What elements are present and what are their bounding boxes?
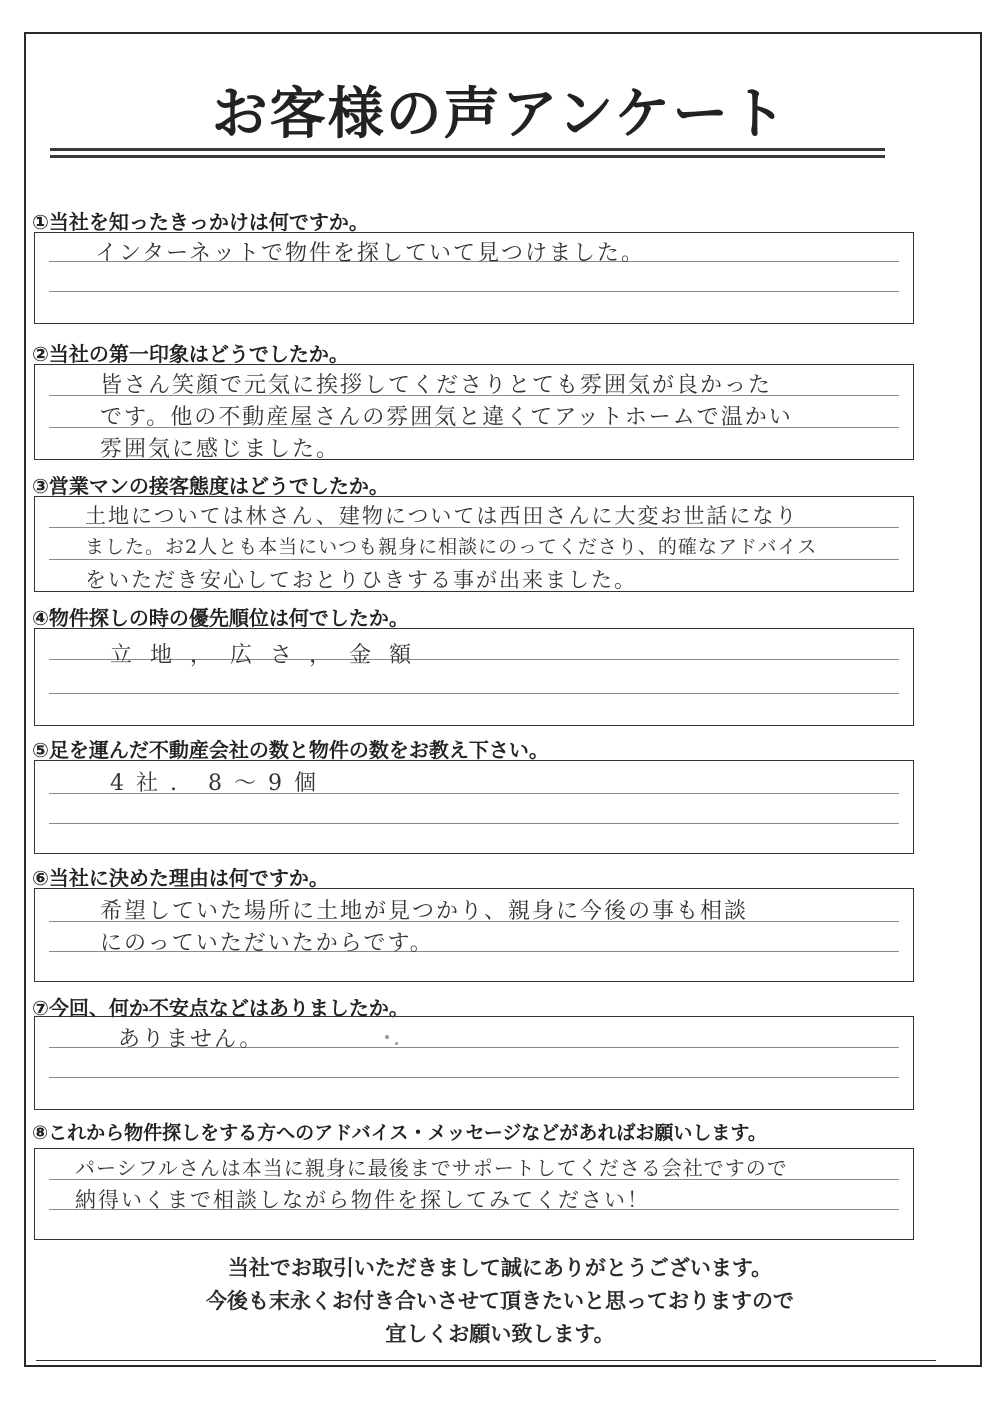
answer-3-line-3: をいただき安心しておとりひきする事が出来ました。 [85,568,637,592]
title-rule-1 [50,148,885,151]
question-1-label: ①当社を知ったきっかけは何ですか。 [32,210,369,234]
form-title: お客様の声アンケート [211,82,789,147]
bottom-rule [36,1360,936,1361]
answer-6-line-2: にのっていただいたからです。 [100,931,434,956]
footer-line-3: 宜しくお願い致します。 [385,1322,615,1346]
footer-line-1: 当社でお取引いただきまして誠にありがとうございます。 [227,1256,773,1280]
answer-3-line-2: ました。お2人とも本当にいつも親身に相談にのってくださり、的確なアドバイス [85,536,818,558]
question-2-label: ②当社の第一印象はどうでしたか。 [32,342,349,366]
answer-6-line-1: 希望していた場所に土地が見つかり、親身に今後の事も相談 [100,899,749,924]
question-7-label: ⑦今回、何か不安点などはありましたか。 [32,996,409,1020]
question-4-label: ④物件探しの時の優先順位は何でしたか。 [32,606,409,630]
question-5-label: ⑤足を運んだ不動産会社の数と物件の数をお教え下さい。 [32,738,549,762]
question-3-label: ③営業マンの接客態度はどうでしたか。 [32,474,389,498]
question-6-label: ⑥当社に決めた理由は何ですか。 [32,866,329,890]
answer-8-line-1: パーシフルさんは本当に親身に最後までサポートしてくださる会社ですので [75,1156,788,1180]
answer-5-line-1: 4社. 8〜9個 [110,771,328,796]
answer-2-line-3: 雰囲気に感じました。 [100,437,341,462]
answer-8-line-2: 納得いくまで相談しながら物件を探してみてください！ [75,1188,650,1212]
answer-3-line-1: 土地については林さん、建物については西田さんに大変お世話になり [85,504,799,528]
answer-4-line-1: 立地，広さ，金額 [110,643,430,668]
scan-speck [385,1035,389,1039]
question-8-label: ⑧これから物件探しをする方へのアドバイス・メッセージなどがあればお願いします。 [32,1122,767,1144]
answer-1-line-1: インターネットで物件を探していて見つけました。 [95,241,646,266]
footer-line-2: 今後も末永くお付き合いさせて頂きたいと思っておりますので [206,1289,794,1313]
answer-2-line-1: 皆さん笑顔で元気に挨拶してくださりとても雰囲気が良かった [100,373,773,398]
answer-7-line-1: ありません。 [118,1027,264,1052]
answer-2-line-2: です。他の不動産屋さんの雰囲気と違くてアットホームで温かい [100,405,793,430]
title-rule-2 [50,155,885,158]
scan-speck [395,1042,398,1045]
